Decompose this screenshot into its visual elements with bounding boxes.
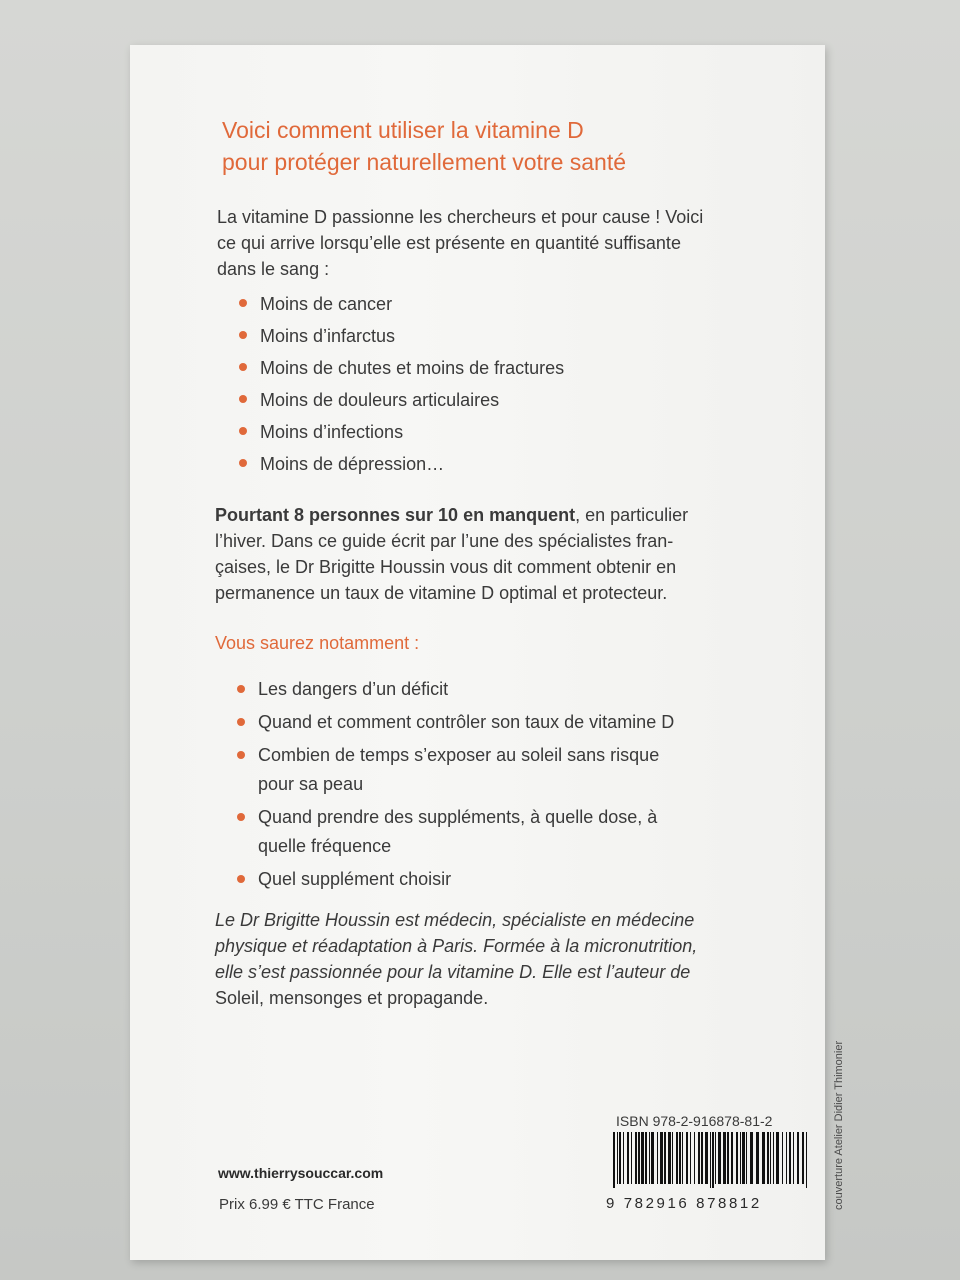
bullet-dot-icon — [239, 363, 247, 371]
learn-text: Les dangers d’un déficit — [258, 679, 449, 699]
barcode-digits: 9 782916 878812 — [606, 1195, 762, 1212]
benefit-text: Moins de dépression… — [260, 454, 445, 474]
benefit-text: Moins d’infections — [260, 422, 404, 442]
learn-text: quelle fréquence — [258, 836, 392, 856]
list-item — [236, 387, 564, 419]
bullet-dot-icon — [237, 875, 245, 883]
headline-line: pour protéger naturellement votre santé — [222, 149, 627, 175]
bullet-dot-icon — [239, 459, 247, 467]
learn-list — [234, 675, 674, 898]
bullet-dot-icon — [237, 751, 245, 759]
author-bio — [215, 907, 785, 1011]
bullet-dot-icon — [239, 395, 247, 403]
bullet-dot-icon — [239, 427, 247, 435]
benefits-list — [236, 291, 564, 483]
list-item — [234, 865, 674, 894]
learn-text: Combien de temps s’exposer au soleil sans risque — [258, 745, 660, 765]
price-label: Prix 6.99 € TTC France — [219, 1196, 375, 1213]
intro-line: La vitamine D passionne les chercheurs et pour cause ! Voici — [217, 207, 704, 227]
list-item — [236, 419, 564, 451]
bullet-dot-icon — [237, 718, 245, 726]
benefit-text: Moins de douleurs articulaires — [260, 390, 500, 410]
list-item — [236, 291, 564, 323]
list-item — [234, 675, 674, 704]
headline — [222, 114, 782, 178]
learn-text: Quand et comment contrôler son taux de vitamine D — [258, 712, 675, 732]
paragraph-line: çaises, le Dr Brigitte Houssin vous dit comment obtenir en — [215, 557, 677, 577]
list-item — [234, 741, 674, 799]
list-item — [236, 323, 564, 355]
intro-paragraph — [217, 204, 787, 282]
emphasis-text: Pourtant 8 personnes sur 10 en manquent — [215, 505, 576, 525]
barcode-icon — [612, 1132, 810, 1188]
bullet-dot-icon — [239, 331, 247, 339]
learn-text: Quel supplément choisir — [258, 869, 452, 889]
learn-text: Quand prendre des suppléments, à quelle dose, à — [258, 807, 658, 827]
bullet-dot-icon — [237, 813, 245, 821]
benefit-text: Moins d’infarctus — [260, 326, 396, 346]
headline-line: Voici comment utiliser la vitamine D — [222, 117, 584, 143]
benefit-text: Moins de cancer — [260, 294, 393, 314]
publisher-website: www.thierrysouccar.com — [218, 1165, 384, 1181]
learn-text: pour sa peau — [258, 774, 364, 794]
deficiency-paragraph — [215, 502, 785, 606]
bullet-dot-icon — [239, 299, 247, 307]
bio-line: physique et réadaptation à Paris. Formée à la micronutrition, — [215, 936, 698, 956]
intro-line: dans le sang : — [217, 259, 330, 279]
section-subheading: Vous saurez notamment : — [215, 633, 420, 653]
isbn-label: ISBN 978-2-916878-81-2 — [616, 1113, 773, 1129]
book-title: Soleil, mensonges et propagande. — [215, 988, 489, 1008]
cover-credit: couverture Atelier Didier Thimonier — [833, 1040, 845, 1210]
paragraph-text: , en particulier — [575, 505, 689, 525]
bio-line: elle s’est passionnée pour la vitamine D. Elle est l’auteur de — [215, 962, 691, 982]
bullet-dot-icon — [237, 685, 245, 693]
paragraph-line: permanence un taux de vitamine D optimal et protecteur. — [215, 583, 668, 603]
list-item — [234, 803, 674, 861]
list-item — [234, 708, 674, 737]
paragraph-line: l’hiver. Dans ce guide écrit par l’une des spécialistes fran- — [215, 531, 674, 551]
list-item — [236, 355, 564, 387]
intro-line: ce qui arrive lorsqu’elle est présente en quantité suffisante — [217, 233, 681, 253]
list-item — [236, 451, 564, 483]
benefit-text: Moins de chutes et moins de fractures — [260, 358, 565, 378]
bio-line: Le Dr Brigitte Houssin est médecin, spécialiste en médecine — [215, 910, 695, 930]
